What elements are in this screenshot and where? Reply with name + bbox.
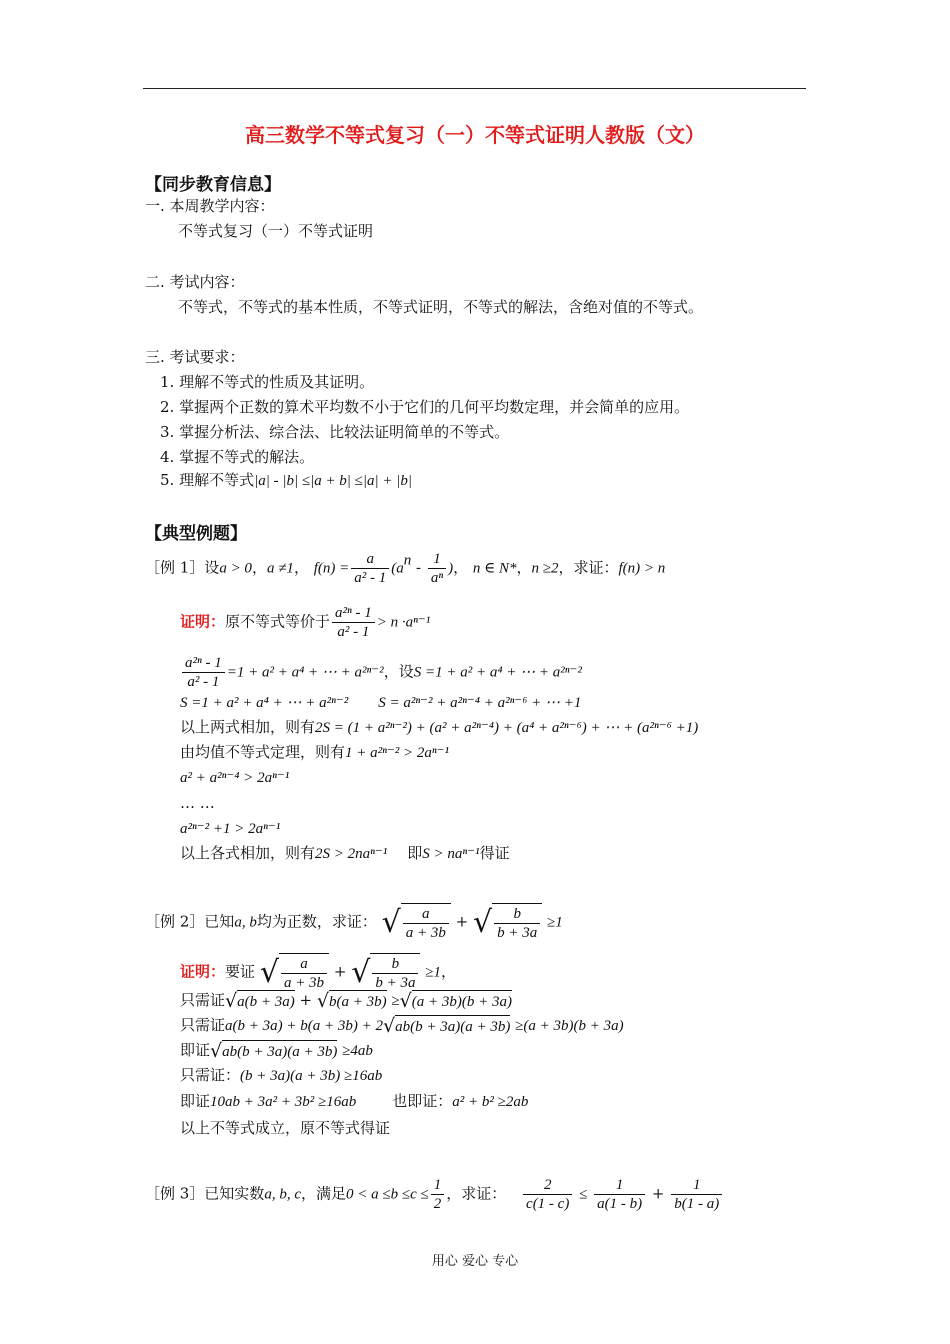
example-2-proof-line: 只需证：(b + 3a)(a + 3b) ≥16ab <box>180 1066 383 1084</box>
example-2-statement: ［例 2］已知a, b均为正数，求证： √ $\frac{a}{a + 3b}$ + √ $\frac{b}{b + 3a}$ ≥1 <box>145 904 563 941</box>
example-2-proof-line: 证明：要证 √ $\frac{a}{a + 3b}$ + √ $\frac{b}{b + 3a}$ ≥1， <box>180 954 456 991</box>
part1-body: 不等式复习（一）不等式证明 <box>178 222 374 240</box>
example-2-proof-line: 以上不等式成立，原不等式得证 <box>180 1119 391 1137</box>
requirement-item: 4. 掌握不等式的解法。 <box>160 448 315 466</box>
page-title: 高三数学不等式复习（一）不等式证明人教版（文） <box>245 123 705 147</box>
part2-heading: 二. 考试内容： <box>145 273 245 291</box>
example-1-proof-line: 由均值不等式定理，则有1 + a²ⁿ⁻² > 2aⁿ⁻¹ <box>180 743 450 761</box>
section-examples: 【典型例题】 <box>145 524 247 544</box>
proof-label: 证明： <box>180 962 226 981</box>
top-rule <box>143 88 806 89</box>
example-1-proof-line: 以上各式相加，则有2S > 2naⁿ⁻¹ 即S > naⁿ⁻¹得证 <box>180 844 510 862</box>
example-2-proof-line: 即证√ab(b + 3a)(a + 3b) ≥4ab <box>180 1040 373 1062</box>
part1-heading: 一. 本周教学内容： <box>145 197 275 215</box>
example-3-statement: ［例 3］已知实数a, b, c，满足0 < a ≤b ≤c ≤ $\frac{1}{2}$ ，求证： $\frac{2}{c(1 - c)}$ ≤ $\frac{1}{a(1 - b)}$ + $\frac{1}{b(1 - a)}$ <box>145 1176 724 1213</box>
example-2-proof-line: 即证10ab + 3a² + 3b² ≥16ab 也即证：a² + b² ≥2ab <box>180 1092 529 1110</box>
page-footer: 用心 爱心 专心 <box>431 1254 519 1269</box>
proof-label: 证明： <box>180 612 226 631</box>
example-1-proof-line: $\frac{\text{a²ⁿ - 1}}{\text{a² - 1}}$ =1 + a² + a⁴ + ⋯ + a²ⁿ⁻²，设S =1 + a² + a⁴ + ⋯ + a²ⁿ⁻² <box>180 654 582 691</box>
requirement-item: 1. 理解不等式的性质及其证明。 <box>160 373 375 391</box>
example-2-proof-line: 只需证√a(b + 3a) + √b(a + 3b) ≥√(a + 3b)(b + 3a) <box>180 990 512 1012</box>
example-1-proof-line: 以上两式相加，则有2S = (1 + a²ⁿ⁻²) + (a² + a²ⁿ⁻⁴) + (a⁴ + a²ⁿ⁻⁶) + ⋯ + (a²ⁿ⁻⁶ +1) <box>180 718 699 736</box>
example-1-proof-line: 证明：原不等式等价于 $\frac{\text{a²ⁿ - 1}}{\text{a² - 1}}$ > n ·aⁿ⁻¹ <box>180 605 431 640</box>
requirement-item: 5. 理解不等式|a| - |b| ≤|a + b| ≤|a| + |b| <box>160 471 413 489</box>
example-1-proof-line: a² + a²ⁿ⁻⁴ > 2aⁿ⁻¹ <box>180 770 290 786</box>
part2-body: 不等式，不等式的基本性质，不等式证明，不等式的解法，含绝对值的不等式。 <box>178 298 704 316</box>
example-2-proof-line: 只需证a(b + 3a) + b(a + 3b) + 2√ab(b + 3a)(a + 3b) ≥(a + 3b)(b + 3a) <box>180 1015 624 1037</box>
absolute-value-formula: |a| - |b| ≤|a + b| ≤|a| + |b| <box>254 473 413 489</box>
section-info: 【同步教育信息】 <box>145 175 281 195</box>
requirement-item: 2. 掌握两个正数的算术平均数不小于它们的几何平均数定理，并会简单的应用。 <box>160 398 690 416</box>
part3-heading: 三. 考试要求： <box>145 348 245 366</box>
example-1-statement: ［例 1］设a > 0，a ≠1， f(n) = $\frac{a}{\text{a² - 1}}$ ($a^n$ - $\frac{1}{\text{aⁿ}}$ )， n ∈ N*，n ≥2，求证：f(n) > n <box>145 551 666 586</box>
example-1-proof-line: a²ⁿ⁻² +1 > 2aⁿ⁻¹ <box>180 821 281 837</box>
example-1-proof-line: S =1 + a² + a⁴ + ⋯ + a²ⁿ⁻² S = a²ⁿ⁻² + a²ⁿ⁻⁴ + a²ⁿ⁻⁶ + ⋯ +1 <box>180 695 582 711</box>
requirement-item: 3. 掌握分析法、综合法、比较法证明简单的不等式。 <box>160 423 510 441</box>
example-1-proof-line: … … <box>180 794 215 812</box>
